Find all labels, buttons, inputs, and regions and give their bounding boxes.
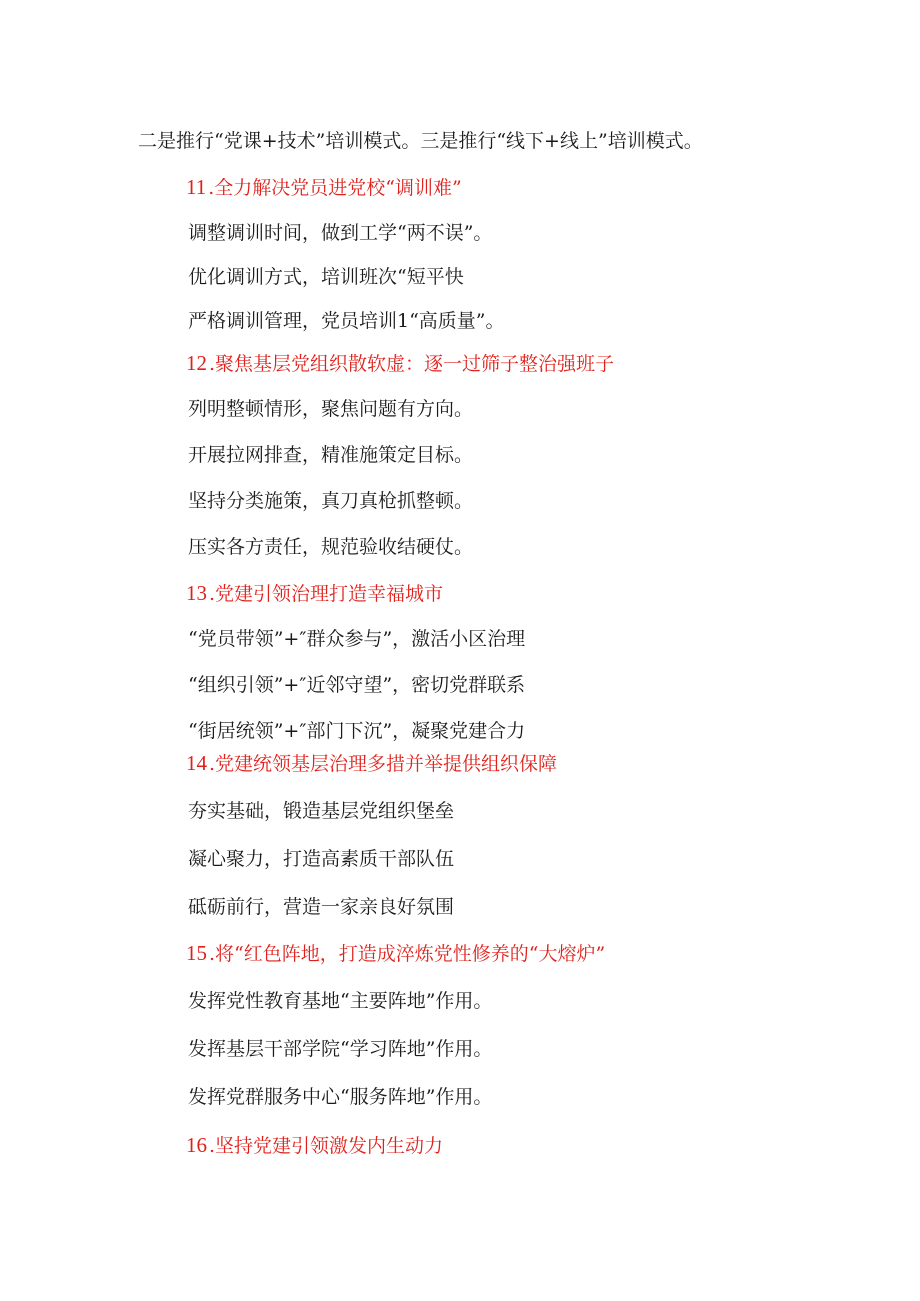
section-item: 列明整顿情形，聚焦问题有方向。 — [188, 398, 474, 420]
section-number: 16 — [186, 1133, 207, 1157]
section-item: 砥砺前行，营造一家亲良好氛围 — [188, 896, 455, 918]
section-heading-16 — [186, 1132, 443, 1159]
section-item: “党员带领”+″群众参与”，激活小区治理 — [188, 628, 526, 650]
section-title: .将“红色阵地，打造成淬炼党性修养的“大熔炉” — [209, 943, 606, 965]
section-number: 12 — [186, 351, 207, 375]
section-title: .全力解决党员进党校“调训难” — [208, 177, 462, 199]
section-number: 15 — [186, 941, 207, 965]
section-item: 夯实基础，锻造基层党组织堡垒 — [188, 800, 455, 822]
section-title: .聚焦基层党组织散软虚：逐一过筛子整治强班子 — [209, 353, 615, 375]
section-title: .坚持党建引领激发内生动力 — [209, 1135, 444, 1157]
section-item: 凝心聚力，打造高素质干部队伍 — [188, 848, 455, 870]
section-number: 11 — [186, 175, 207, 199]
section-item: 严格调训管理，党员培训1“高质量”。 — [188, 310, 505, 332]
section-item: “街居统领”+″部门下沉”，凝聚党建合力 — [188, 720, 526, 742]
section-item: 发挥党群服务中心“服务阵地”作用。 — [188, 1086, 493, 1108]
section-item: 优化调训方式，培训班次“短平快 — [188, 266, 464, 288]
section-number: 13 — [186, 581, 207, 605]
section-heading-13 — [186, 580, 443, 607]
section-item: 开展拉网排查，精准施策定目标。 — [188, 444, 474, 466]
section-item: 发挥基层干部学院“学习阵地”作用。 — [188, 1038, 493, 1060]
section-item: “组织引领”+″近邻守望”，密切党群联系 — [188, 674, 526, 696]
section-heading-11 — [186, 174, 462, 201]
section-item: 调整调训时间，做到工学“两不误”。 — [188, 222, 493, 244]
section-item: 坚持分类施策，真刀真枪抓整顿。 — [188, 490, 474, 512]
section-heading-15 — [186, 940, 605, 967]
section-item: 压实各方责任，规范验收结硬仗。 — [188, 536, 474, 558]
section-title: .党建统领基层治理多措并举提供组织保障 — [209, 753, 558, 775]
section-heading-12 — [186, 350, 614, 377]
section-title: .党建引领治理打造幸福城市 — [209, 583, 444, 605]
section-item: 发挥党性教育基地“主要阵地”作用。 — [188, 990, 493, 1012]
section-heading-14 — [186, 750, 557, 777]
section-number: 14 — [186, 751, 207, 775]
intro-line: 二是推行“党课+技术”培训模式。三是推行“线下+线上”培训模式。 — [138, 130, 703, 152]
